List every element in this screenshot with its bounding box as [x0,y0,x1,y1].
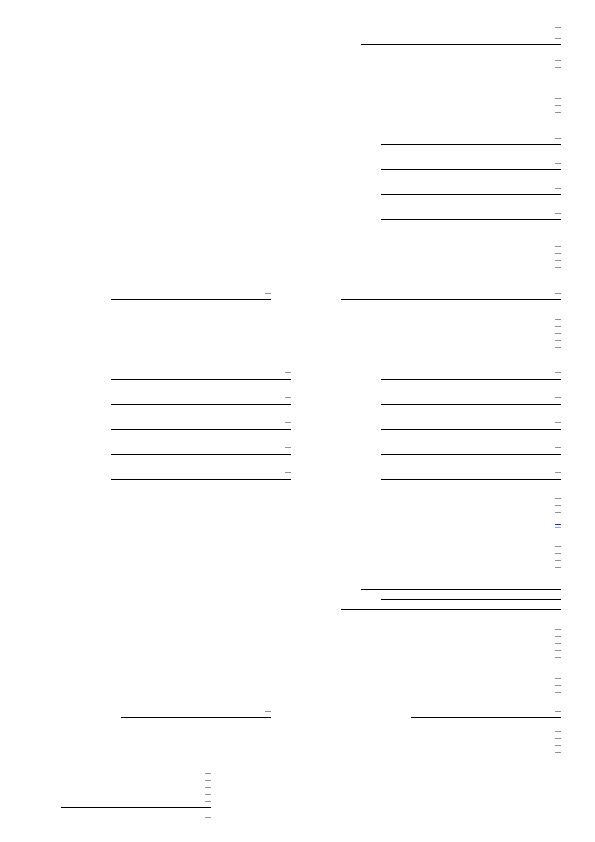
signature-label: — [555,369,561,375]
field-rule [381,599,561,600]
signature-label: — [555,419,561,425]
header-line: — [205,791,211,797]
body-line: — [555,689,561,695]
signature-rule [111,404,291,405]
paragraph-line: — [555,626,561,632]
paragraph-line: — [555,550,561,556]
field-label: — [265,708,271,714]
header-line: — [205,770,211,776]
signature-rule [111,429,291,430]
field-rule [341,609,561,610]
paragraph-line: — [555,543,561,549]
signature-label: — [285,419,291,425]
footer-line: — [555,24,561,30]
paragraph-line: — [555,502,561,508]
signature-rule [381,454,561,455]
signature-label: — [555,444,561,450]
link-line [41,523,561,530]
field-rule [341,299,561,300]
field-label: — [555,185,561,191]
paragraph-line: — [555,495,561,501]
header-line: — [205,777,211,783]
paragraph-line: — [555,257,561,263]
title-line: — [555,742,561,748]
footer-line: — [555,35,561,41]
header-line: — [205,784,211,790]
field-rule [121,717,271,718]
body-line: — [555,735,561,741]
title-line: — [555,749,561,755]
paragraph-line: — [555,109,561,115]
body-line: — [555,682,561,688]
paragraph-line: — [555,316,561,322]
field-rule [361,589,561,590]
signature-rule [381,379,561,380]
signature-rule [381,429,561,430]
paragraph-line: — [555,323,561,329]
body-line: — [555,728,561,734]
footer-line: — [555,64,561,70]
paragraph-line: — [555,633,561,639]
field-rule [381,194,561,195]
signature-label: — [285,469,291,475]
field-label: — [555,135,561,141]
paragraph-line: — [555,95,561,101]
paragraph-line: — [555,243,561,249]
field-rule [381,144,561,145]
signature-label: — [555,469,561,475]
signature-rule [111,454,291,455]
paragraph-line: — [555,264,561,270]
signature-rule [61,807,211,808]
field-rule [381,169,561,170]
field-label: — [265,290,271,296]
paragraph-line: — [555,102,561,108]
paragraph-line: — [555,509,561,515]
signature-label: — [555,394,561,400]
paragraph-line: — [555,557,561,563]
field-rule [411,717,561,718]
paragraph-line: — [555,647,561,653]
paragraph-line: — [555,337,561,343]
paragraph-line: — [555,640,561,646]
web-link[interactable]: — [555,524,561,530]
field-label: — [555,290,561,296]
signature-rule [361,44,561,45]
signature-rule [381,479,561,480]
paragraph-line: — [555,654,561,660]
document-page [24,12,571,830]
signature-rule [111,379,291,380]
body-line: — [555,675,561,681]
field-label: — [555,210,561,216]
signature-label: — [285,444,291,450]
field-label: — [555,160,561,166]
paragraph-line: — [555,564,561,570]
paragraph-line: — [555,330,561,336]
signature-label: — [285,394,291,400]
header-line: — [205,798,211,804]
signature-rule [381,404,561,405]
header-line: — [205,814,211,820]
paragraph-line: — [555,250,561,256]
paragraph-line: — [555,344,561,350]
footer-line: — [555,57,561,63]
signature-label: — [285,369,291,375]
field-label: — [555,708,561,714]
signature-rule [111,479,291,480]
field-rule [381,219,561,220]
field-rule [111,299,271,300]
